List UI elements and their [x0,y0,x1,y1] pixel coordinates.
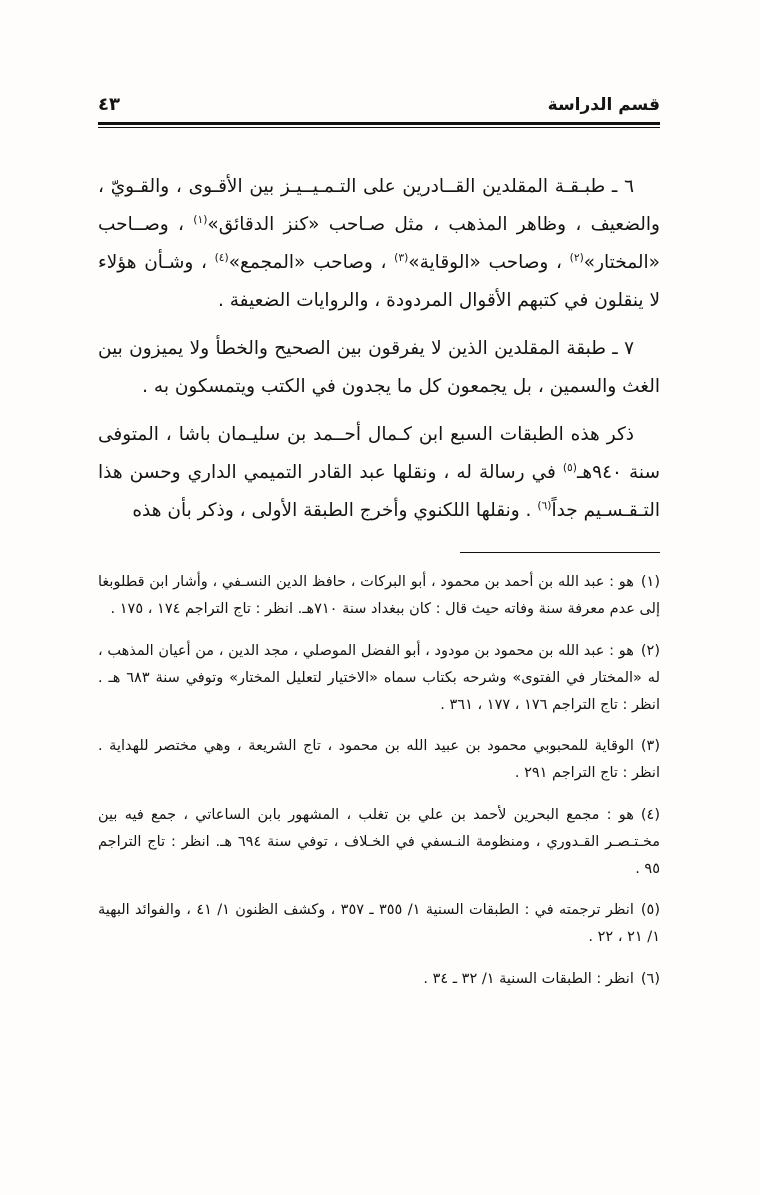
header-rule-thick [98,122,660,125]
footnote-3 [98,733,660,787]
footnote-reference: (٣) [394,250,409,264]
page-header [98,94,660,115]
footnote-text: الوقاية للمحبوبي محمود بن عبيد الله بن محمود ، تاج الشريعة ، وهي مختصر للهداية . انظر : تاج التراجم ٢٩١ . [98,738,660,781]
footnote-text: انظر : الطبقات السنية ١/ ٣٢ ـ ٣٤ . [423,970,634,987]
footnote-number: (٤) [640,806,660,823]
paragraph-7: ٧ ـ طبقة المقلدين الذين لا يفرقون بين الصحيح والخطأ ولا يميزون بين الغث والسمين ، بل يجمعون كل ما يجدون في الكتب ويتمسكون به . [98,338,660,397]
footnote-reference: (٢) [569,250,584,264]
footnote-text: هو : عبد الله بن محمود بن مودود ، أبو الفضل الموصلي ، مجد الدين ، من أعيان المذهب ، له «المختار في الفتوى» وشرحه بكتاب سماه «الاختيار لتعليل المختار» وتوفي سنة ٦٨٣ هـ . انظر : تاج التراجم ١٧٦ ، ١٧٧ ، ٣٦١ . [98,642,660,713]
footnote-separator [460,552,660,553]
footnote-reference: (٦) [537,498,552,512]
footnote-1 [98,569,660,623]
footnote-number: (٦) [640,970,660,987]
footnote-text: هو : عبد الله بن أحمد بن محمود ، أبو البركات ، حافظ الدين النسـفي ، وأشار ابن قطلوبغا إلى عدم معرفة سنة وفاته حيث قال : كان ببغداد سنة ٧١٠هـ. انظر : تاج التراجم ١٧٤ ، ١٧٥ . [98,574,660,617]
footnote-5 [98,897,660,951]
footnote-text: هو : مجمع البحرين لأحمد بن علي بن تغلب ، المشهور بابن الساعاتي ، جمع فيه بين مخـتـصـر القـدوري ، ومنظومة النـسفي في الخـلاف ، توفي سنة ٦٩٤ هـ. انظر : تاج التراجم ٩٥ . [98,806,660,877]
page-number: ٤٣ [98,94,120,115]
section-title: قسم الدراسة [547,95,660,115]
footnote-2 [98,638,660,719]
paragraph-6: ٦ ـ طبـقـة المقلدين القــادرين على التـمـيــيـز بين الأقـوى ، والقـويّ ، والضعيف ، وظاهر المذهب ، مثل صـاحب «كنز الدقائق»$^{(١)}$ ، وصــاحب «المختار»$^{(٢)}$ ، وصاحب «الوقاية»$^{(٣)}$ ، وصاحب «المجمع»$^{(٤)}$ ، وشـأن هؤلاء لا ينقلون في كتبهم الأقوال المردودة ، والروايات الضعيفة . [98,176,660,311]
footnote-number: (٣) [640,738,660,754]
footnote-reference: (٤) [214,250,229,264]
footnote-reference: (١) [193,212,208,226]
footnote-number: (٥) [640,902,660,918]
footnote-number: (١) [640,574,660,590]
footnote-number: (٢) [640,642,660,659]
footnote-reference: (٥) [562,460,577,474]
footnotes [98,569,660,993]
body-text [98,168,660,530]
footnote-text: انظر ترجمته في : الطبقات السنية ١/ ٣٥٥ ـ ٣٥٧ ، وكشف الظنون ١/ ٤١ ، والفوائد البهية ١/ ٢١ ، ٢٢ . [98,902,660,945]
paragraph-closing: ذكر هذه الطبقات السبع ابن كـمال أحــمد بن سليـمان باشا ، المتوفى سنة ٩٤٠هـ$^{(٥)}$ في رسالة له ، ونقلها عبد القادر التميمي الداري وحسن هذا التـقـسـيم جداً$^{(٦)}$ . ونقلها اللكنوي وأخرج الطبقة الأولى ، وذكر بأن هذه [98,424,660,521]
footnote-4 [98,802,660,883]
header-rule-thin [98,127,660,128]
footnote-6 [98,966,660,993]
